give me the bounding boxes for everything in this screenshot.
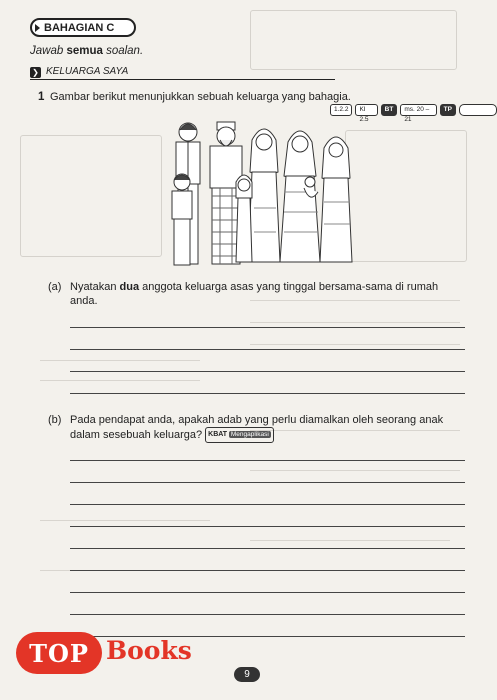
older-daughter-figure — [320, 137, 352, 262]
instruction-bold: semua — [66, 45, 103, 57]
answer-line[interactable] — [70, 349, 465, 350]
part-a-suffix: anggota keluarga asas yang tinggal bersama-sama di rumah — [139, 281, 439, 293]
section-title: BAHAGIAN C — [44, 21, 115, 34]
answer-line[interactable] — [70, 327, 465, 328]
topic-title: KELUARGA SAYA — [46, 66, 129, 77]
tag-ki: KI 2.5 — [355, 104, 377, 116]
instruction-prefix: Jawab — [30, 45, 67, 57]
part-b-question — [48, 413, 478, 443]
logo-books-text: Books — [106, 636, 192, 665]
part-a-prefix: Nyatakan — [70, 281, 120, 293]
answer-line[interactable] — [70, 570, 465, 571]
family-illustration — [160, 112, 370, 272]
question-number: 1 — [38, 91, 45, 103]
kbat-skill: Mengaplikasi — [230, 431, 269, 438]
topic-rule — [30, 79, 335, 80]
daughter-figure — [236, 175, 252, 262]
answer-line[interactable] — [70, 460, 465, 461]
page-number: 9 — [234, 667, 260, 682]
answer-line[interactable] — [70, 592, 465, 593]
tp-score-box[interactable] — [459, 104, 497, 116]
part-a-bold: dua — [119, 281, 140, 293]
mother-figure — [280, 131, 320, 262]
answer-line[interactable] — [70, 614, 465, 615]
part-b-line2 — [70, 427, 274, 443]
answer-line[interactable] — [70, 482, 465, 483]
instruction-suffix: soalan. — [102, 45, 144, 57]
part-b-line1: Pada pendapat anda, apakah adab yang perlu diamalkan oleh seorang anak — [70, 414, 444, 426]
part-a-label: (a) — [48, 281, 62, 293]
chevron-right-icon: ❯ — [30, 67, 41, 78]
kbat-badge — [205, 427, 274, 443]
kbat-label: KBAT — [208, 431, 228, 438]
tag-standard: 1.2.2 — [330, 104, 352, 116]
part-a-line1 — [70, 280, 438, 294]
part-a-line2: anda. — [70, 295, 98, 307]
instruction — [30, 45, 143, 57]
answer-line[interactable] — [70, 393, 465, 394]
topbooks-logo — [12, 626, 202, 684]
section-tab — [30, 18, 136, 37]
tag-tp: TP — [440, 104, 456, 116]
question-text: Gambar berikut menunjukkan sebuah keluarga yang bahagia. — [50, 91, 351, 103]
tag-pages: ms. 20 – 21 — [400, 104, 436, 116]
grandmother-figure — [248, 129, 280, 262]
topic-header — [30, 66, 335, 80]
answer-line[interactable] — [70, 371, 465, 372]
logo-top-badge: TOP — [16, 632, 102, 674]
part-b-label: (b) — [48, 414, 62, 426]
answer-line[interactable] — [70, 504, 465, 505]
tag-bt: BT — [381, 104, 398, 116]
answer-line[interactable] — [70, 548, 465, 549]
part-b-line2-text: dalam sesebuah keluarga? — [70, 428, 203, 441]
part-a-question — [48, 280, 478, 310]
answer-line[interactable] — [70, 526, 465, 527]
